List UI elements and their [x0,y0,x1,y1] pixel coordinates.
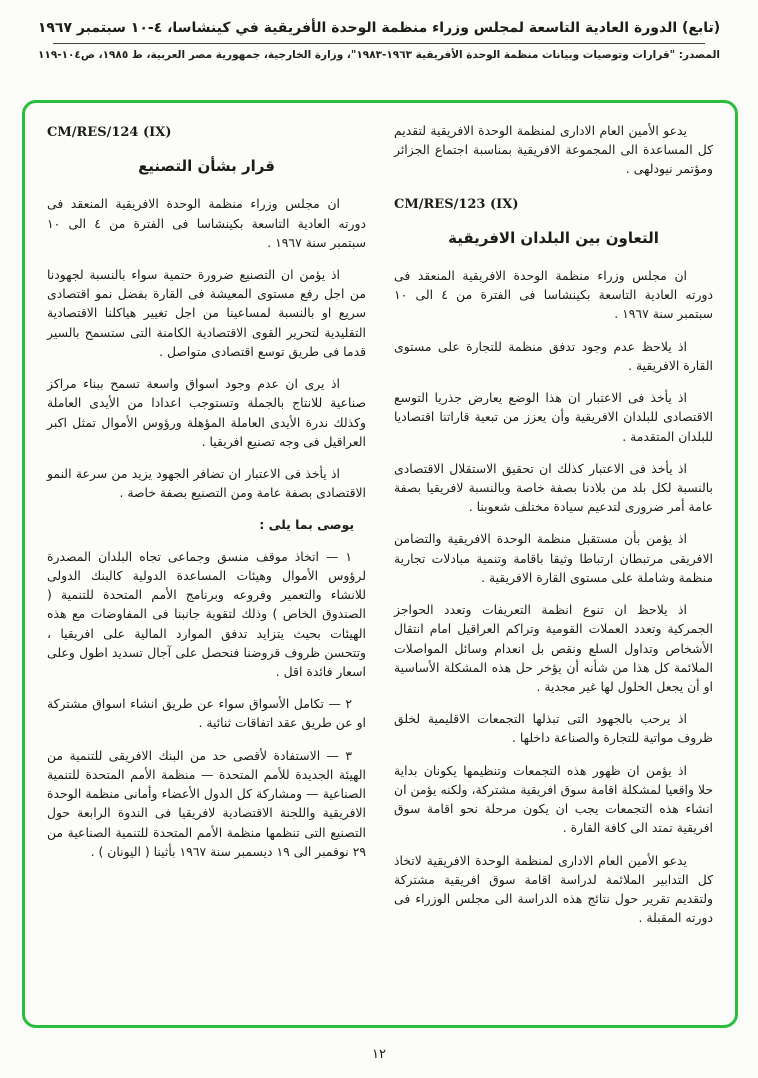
column-left [47,121,366,1011]
paragraph: اذ يؤمن ان التصنيع ضرورة حتمية سواء بالنسبة لجهودنا من اجل رفع مستوى المعيشة فى القارة بفضل نمو اقتصادى سريع او بالنسبة لمساعينا من اجل تغيير هياكلنا الاقتصادية التقليدية لتحرير القوى الاقتصادية الكامنة التى ستسمح بالسير قدما فى طريق توسع اقتصادى متواصل . [47,267,366,359]
source-line: المصدر: "قرارات وتوصيات وبيانات منظمة الوحدة الأفريقية ١٩٦٣-١٩٨٣"، وزارة الخارجية، جمهورية مصر العربية، ط ١٩٨٥، ص١٠٤-١١٩ [38,49,720,61]
paragraph-list-left [47,194,366,502]
header-divider [53,43,705,44]
resolution-code-124: CM/RES/124 (IX) [47,125,172,140]
paragraph: اذ يؤمن ان ظهور هذه التجمعات وتنظيمها يكونان بداية حلا واقعيا لمشكلة اقامة سوق افريقية مشتركة، ولكنه يؤمن ان انشاء هذه التجمعات يجب ان يكون مرحلة نحو اقامة سوق افريقية تمتد الى كافة القارة . [394,762,713,836]
paragraph: اذ يأخذ فى الاعتبار ان هذا الوضع يعارض جذريا التوسع الاقتصادى للبلدان الافريقية وأن يعزز من تبعية قاراتنا اقتصاديا للبلدان المتقدمة . [394,390,713,444]
recommendation-items [47,547,366,861]
paragraph: اذ يؤمن بأن مستقبل منظمة الوحدة الافريقية والتضامن الافريقى مرتبطان ارتباطا وثيقا باقامة وتنمية مبادلات تجارية منظمة وشاملة على مستوى القارة الافريقية . [394,531,713,585]
column-right [394,121,713,1011]
page-header [0,0,758,61]
recommendation-item: ٣ — الاستفادة لأقصى حد من البنك الافريقى للتنمية من الهيئة الجديدة للأمم المتحدة — منظمة الأمم المتحدة للتنمية الصناعية — ومشاركة كل الدول الأعضاء وأمانى منظمة الوحدة الافريقية واللجنة الاقتصادية لافريقيا فى الندوة الرابعة حول التصنيع التى تنظمها منظمة الأمم المتحدة للتنمية الصناعية من ٢٩ نوفمبر الى ١٩ ديسمبر سنة ١٩٦٧ بأثينا ( اليونان ) . [47,747,366,859]
resolution-title-124: قرار بشأن التصنيع [138,157,275,176]
resolution-title-123: التعاون بين البلدان الافريقية [448,228,659,247]
recommendation-intro: يوصى بما يلى : [259,517,354,533]
paragraph-list-right [394,266,713,927]
recommendation-item: ٢ — تكامل الأسواق سواء عن طريق انشاء اسواق مشتركة او عن طريق عقد اتفاقات ثنائية . [47,696,366,731]
page-number: ١٢ [372,1047,386,1062]
paragraph: اذ يرحب بالجهود التى تبذلها التجمعات الاقليمية لخلق ظروف مواتية للتجارة والصناعة داخلها . [394,711,713,746]
paragraph: ان مجلس وزراء منظمة الوحدة الافريقية المنعقد فى دورته العادية التاسعة بكينشاسا فى الفترة من ٤ الى ١٠ سبتمبر سنة ١٩٦٧ . [47,196,366,250]
recommendation-item: ١ — اتخاذ موقف منسق وجماعى تجاه البلدان المصدرة لرؤوس الأموال وهيئات المساعدة الدولية كالبنك الدولى للانشاء والتعمير وفروعه وبرنامج الأمم المتحدة للتنمية ( الصندوق الخاص ) وذلك لتقوية جانبنا فى المفاوضات مع هذه الهيئات بحيث يتزايد تدفق الموارد المالية على افريقيا ، وتتحسن ظروف قروضنا فنحصل على آجال تسديد اطول وعلى اسعار فائدة اقل . [47,548,366,679]
paragraph: يدعو الأمين العام الادارى لمنظمة الوحدة الافريقية لاتخاذ كل التدابير الملائمة لدراسة اقامة سوق افريقية مشتركة ولتقديم تقرير حول نتائج هذه الدراسة الى مجلس الوزراء فى دورته المقبلة . [394,852,713,926]
paragraph: اذ يأخذ فى الاعتبار كذلك ان تحقيق الاستقلال الاقتصادى بالنسبة لكل بلد من بلادنا بصفة خاصة وبالنسبة لافريقيا بصفة عامة أمر ضرورى لتدعيم سيادة مختلف شعوبنا . [394,460,713,515]
content-frame [22,100,738,1028]
continuation-paragraph: يدعو الأمين العام الادارى لمنظمة الوحدة الافريقية لتقديم كل المساعدة الى المجموعة الافريقية بمناسبة اجتماع الجزائر ومؤتمر نيودلهى . [394,123,713,177]
two-column-layout [47,121,713,1011]
header-title: (تابع) الدورة العادية التاسعة لمجلس وزراء منظمة الوحدة الأفريقية في كينشاسا، ٤-١٠ سبتمبر ١٩٦٧ [37,20,721,36]
paragraph: اذ يلاحظ ان تنوع انظمة التعريفات وتعدد الحواجز الجمركية وتعدد العملات القومية وتراكم العراقيل امام انتقال الأشخاص وتداول السلع ونقص بل انعدام وسائل المواصلات الملائمة كل هذا من شأنه أن يؤخر حل هذه المشكلة الأساسية او أن يجعل الحلول لها غير مجدية . [394,602,713,694]
paragraph: اذ يأخذ فى الاعتبار ان تضافر الجهود يزيد من سرعة النمو الاقتصادى بصفة عامة ومن التصنيع بصفة خاصة . [47,466,366,501]
resolution-code-123: CM/RES/123 (IX) [394,196,519,212]
paragraph: اذ يلاحظ عدم وجود تدفق منظمة للتجارة على مستوى القارة الافريقية . [394,338,713,373]
paragraph: ان مجلس وزراء منظمة الوحدة الافريقية المنعقد فى دورته العادية التاسعة بكينشاسا فى الفترة من ٤ الى ١٠ سبتمبر سنة ١٩٦٧ . [394,268,713,322]
paragraph: اذ يرى ان عدم وجود اسواق واسعة تسمح ببناء مراكز صناعية للانتاج بالجملة وتستوجب اعدادا من الأيدى العاملة وكذلك ندرة الأيدى العاملة المؤهلة ورؤوس الأموال تمثل اكبر العراقيل فى وجه تصنيع افريقيا . [47,376,366,449]
